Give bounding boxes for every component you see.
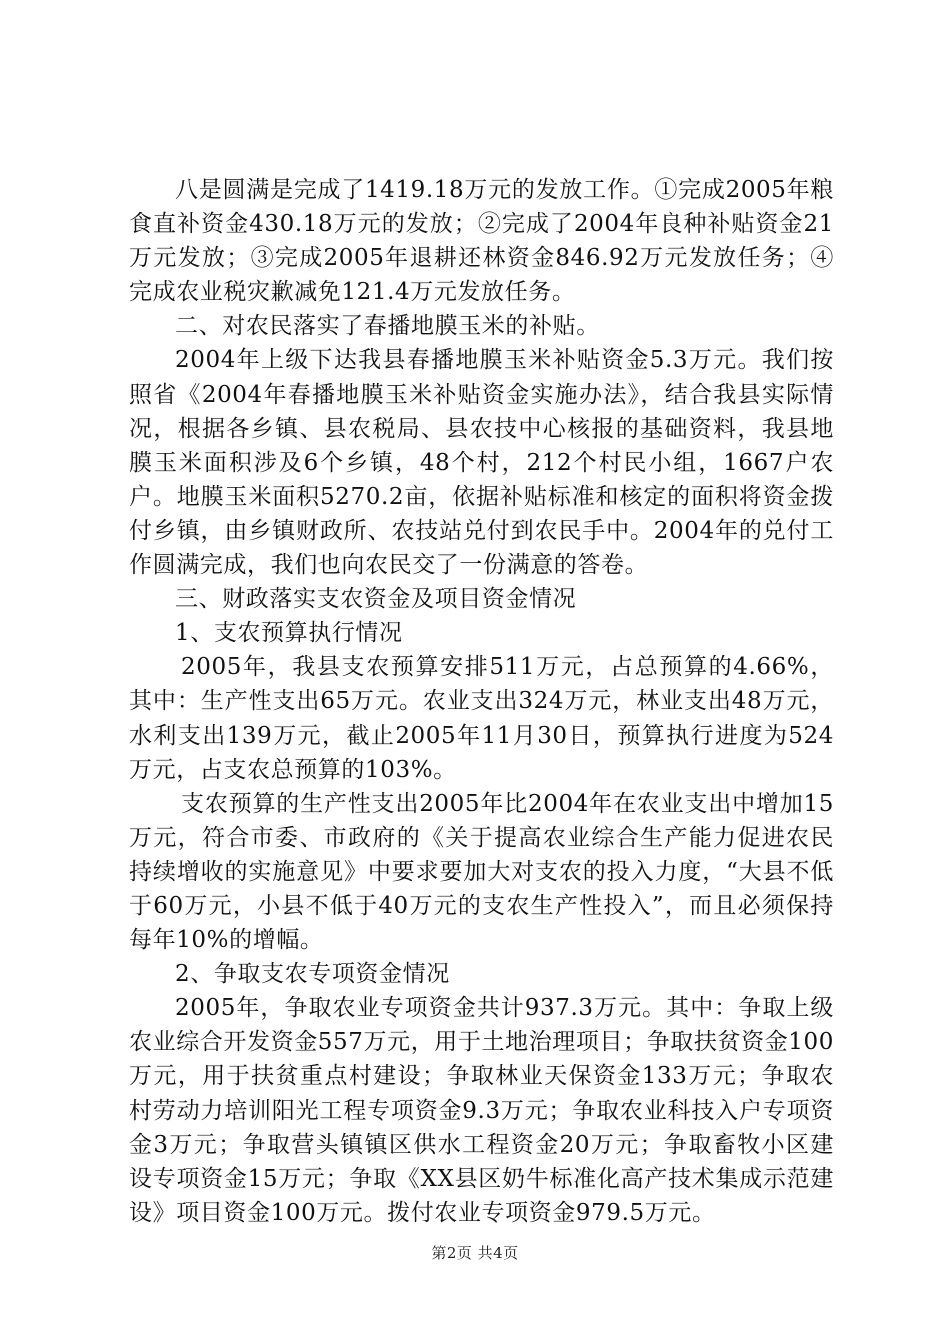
paragraph-productive-expenditure: 支农预算的生产性支出2005年比2004年在农业支出中增加15万元，符合市委、市政府的《关于提高农业综合生产能力促进农民持续增收的实施意见》中要求要加大对支农的投入力度，“大县不低于60万元，小县不低于40万元的支农生产性投入”，而且必须保持每年10%的增幅。 bbox=[129, 790, 834, 954]
document-body bbox=[129, 173, 834, 1230]
page-footer: 第2页 共4页 bbox=[431, 1244, 519, 1262]
paragraph-budget-execution: 2005年，我县支农预算安排511万元，占总预算的4.66%，其中：生产性支出65万元。农业支出324万元，林业支出48万元，水利支出139万元，截止2005年11月30日，预算执行进度为524万元，占支农总预算的103%。 bbox=[129, 654, 834, 783]
subsection-heading-1: 1、支农预算执行情况 bbox=[175, 620, 403, 647]
subsection-heading-2: 2、争取支农专项资金情况 bbox=[175, 961, 450, 988]
section-heading-3: 三、财政落实支农资金及项目资金情况 bbox=[175, 586, 577, 613]
paragraph-corn-subsidy: 2004年上级下达我县春播地膜玉米补贴资金5.3万元。我们按照省《2004年春播地膜玉米补贴资金实施办法》，结合我县实际情况，根据各乡镇、县农税局、县农技中心核报的基础资料，我县地膜玉米面积涉及6个乡镇，48个村，212个村民小组，1667户农户。地膜玉米面积5270.2亩，依据补贴标准和核定的面积将资金拨付乡镇，由乡镇财政所、农技站兑付到农民手中。2004年的兑付工作圆满完成，我们也向农民交了一份满意的答卷。 bbox=[129, 347, 834, 579]
section-heading-2: 二、对农民落实了春播地膜玉米的补贴。 bbox=[175, 313, 600, 340]
paragraph-special-funds: 2005年，争取农业专项资金共计937.3万元。其中：争取上级农业综合开发资金557万元，用于土地治理项目；争取扶贫资金100万元，用于扶贫重点村建设；争取林业天保资金133万元；争取农村劳动力培训阳光工程专项资金9.3万元；争取农业科技入户专项资金3万元；争取营头镇镇区供水工程资金20万元；争取畜牧小区建设专项资金15万元；争取《XX县区奶牛标准化高产技术集成示范建设》项目资金100万元。拨付农业专项资金979.5万元。 bbox=[129, 995, 834, 1226]
paragraph-subsidy-distribution: 八是圆满是完成了1419.18万元的发放工作。①完成2005年粮食直补资金430.18万元的发放；②完成了2004年良种补贴资金21万元发放；③完成2005年退耕还林资金846.92万元发放任务；④完成农业税灾歉减免121.4万元发放任务。 bbox=[129, 177, 834, 306]
